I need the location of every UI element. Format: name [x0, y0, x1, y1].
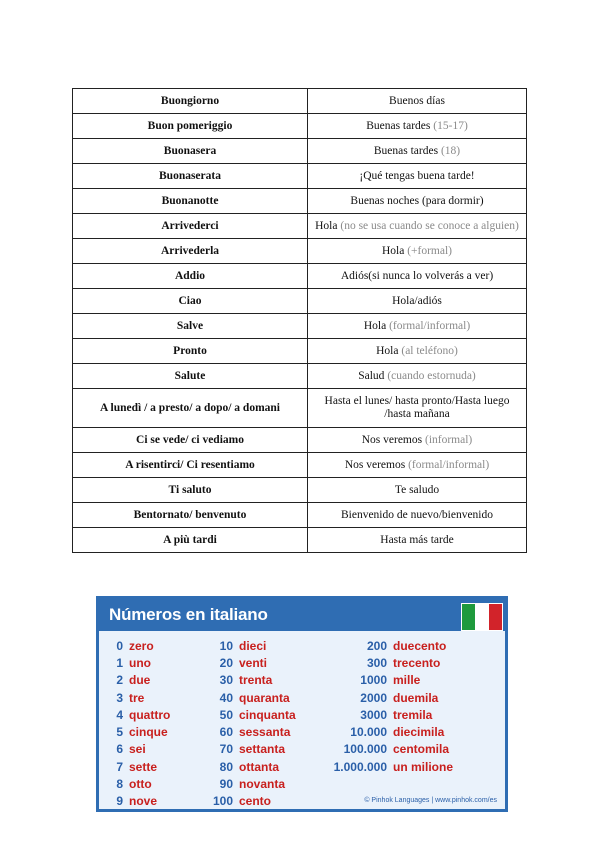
- credit-line: © Pinhok Languages | www.pinhok.com/es: [364, 797, 497, 804]
- spanish-translation: [308, 364, 527, 389]
- number-row: [109, 637, 170, 654]
- number-word: nove: [129, 794, 158, 809]
- translation-note: (no se usa cuando se conoce a alguien): [340, 219, 519, 232]
- greeting-row: [73, 289, 527, 314]
- number-digits: 2000: [360, 690, 387, 705]
- italian-greeting: A lunedì / a presto/ a dopo/ a domani: [73, 389, 308, 428]
- greeting-row: [73, 164, 527, 189]
- number-row: [109, 654, 170, 671]
- italian-greeting: Bentornato/ benvenuto: [73, 503, 308, 528]
- translation-note: (15-17): [433, 119, 468, 132]
- greeting-row: [73, 239, 527, 264]
- translation-text: Hasta más tarde: [380, 533, 454, 546]
- translation-text: Hola: [381, 244, 405, 257]
- translation-note: (al teléfono): [401, 344, 458, 357]
- translation-text: ¡Qué tengas buena tarde!: [359, 169, 475, 182]
- number-digits: 300: [366, 655, 387, 670]
- translation-text: Hasta el lunes/ hasta pronto/Hasta luego /hasta mañana: [324, 395, 510, 420]
- italian-greeting: Addio: [73, 264, 308, 289]
- number-word: quattro: [129, 707, 171, 722]
- number-row: [197, 672, 296, 689]
- number-row: [197, 741, 296, 758]
- number-word: novanta: [239, 777, 286, 792]
- number-word: dieci: [239, 638, 267, 653]
- number-digits: 9: [116, 794, 123, 809]
- number-digits: 0: [116, 638, 123, 653]
- numbers-column-3: [307, 637, 453, 775]
- translation-text: Adiós(si nunca lo volverás a ver): [340, 269, 494, 282]
- spanish-translation: [308, 478, 527, 503]
- translation-text: Buenas tardes: [366, 119, 431, 132]
- number-row: [197, 758, 296, 775]
- greeting-row: [73, 528, 527, 553]
- number-digits: 5: [116, 725, 123, 740]
- greeting-row: [73, 114, 527, 139]
- numbers-card-header: [99, 599, 505, 631]
- italian-greeting: Buongiorno: [73, 89, 308, 114]
- number-row: [307, 672, 453, 689]
- number-row: [307, 706, 453, 723]
- translation-note: (informal): [424, 433, 473, 446]
- number-row: [197, 654, 296, 671]
- number-word: duemila: [393, 690, 439, 705]
- number-row: [197, 775, 296, 792]
- number-word: sette: [129, 759, 158, 774]
- greeting-row: [73, 478, 527, 503]
- number-word: trenta: [239, 673, 273, 688]
- greeting-row: [73, 214, 527, 239]
- spanish-translation: [308, 189, 527, 214]
- greeting-row: [73, 453, 527, 478]
- number-digits: 50: [219, 707, 233, 722]
- number-word: duecento: [393, 638, 447, 653]
- number-digits: 1.000.000: [333, 759, 387, 774]
- number-digits: 100.000: [343, 742, 387, 757]
- number-row: [109, 689, 170, 706]
- italian-greeting: A più tardi: [73, 528, 308, 553]
- number-word: venti: [239, 655, 268, 670]
- number-digits: 6: [116, 742, 123, 757]
- spanish-translation: [308, 239, 527, 264]
- translation-text: Hola/adiós: [392, 294, 442, 307]
- number-digits: 3: [116, 690, 123, 705]
- flag-white-stripe: [475, 604, 488, 630]
- spanish-translation: [308, 503, 527, 528]
- greeting-row: [73, 189, 527, 214]
- number-row: [307, 741, 453, 758]
- number-row: [307, 758, 453, 775]
- translation-text: Buenos días: [389, 94, 445, 107]
- translation-note: (cuando estornuda): [387, 369, 476, 382]
- number-row: [307, 723, 453, 740]
- number-word: uno: [129, 655, 151, 670]
- italian-greeting: Salve: [73, 314, 308, 339]
- number-row: [307, 637, 453, 654]
- italian-greeting: Arrivederci: [73, 214, 308, 239]
- spanish-translation: [308, 89, 527, 114]
- spanish-translation: [308, 314, 527, 339]
- flag-green-stripe: [462, 604, 475, 630]
- translation-text: Hola: [363, 319, 387, 332]
- translation-text: Bienvenido de nuevo/bienvenido: [340, 508, 494, 521]
- number-row: [109, 672, 170, 689]
- greetings-table-body: [73, 89, 527, 553]
- number-digits: 100: [212, 794, 233, 809]
- italian-greeting: Buonasera: [73, 139, 308, 164]
- number-digits: 90: [219, 777, 233, 792]
- number-word: otto: [129, 777, 152, 792]
- number-digits: 30: [219, 673, 233, 688]
- translation-text: Hola: [315, 219, 338, 232]
- number-digits: 4: [116, 707, 123, 722]
- italian-greeting: Ci se vede/ ci vediamo: [73, 428, 308, 453]
- translation-text: Hola: [376, 344, 399, 357]
- translation-note: (formal/informal): [389, 319, 471, 332]
- number-word: ottanta: [239, 759, 279, 774]
- number-word: cento: [239, 794, 272, 809]
- translation-text: Nos veremos: [361, 433, 423, 446]
- italian-flag-icon: [461, 603, 503, 631]
- number-word: sessanta: [239, 725, 291, 740]
- number-word: quaranta: [239, 690, 290, 705]
- number-word: trecento: [393, 655, 441, 670]
- number-row: [197, 689, 296, 706]
- italian-greeting: Ciao: [73, 289, 308, 314]
- numbers-column-1: [109, 637, 170, 810]
- numbers-card: [96, 596, 508, 812]
- greeting-row: [73, 89, 527, 114]
- number-digits: 7: [116, 759, 123, 774]
- number-row: [197, 793, 296, 810]
- number-word: un milione: [393, 759, 453, 774]
- greeting-row: [73, 314, 527, 339]
- italian-greeting: Buon pomeriggio: [73, 114, 308, 139]
- greeting-row: [73, 389, 527, 428]
- italian-greeting: Ti saluto: [73, 478, 308, 503]
- italian-greeting: Buonaserata: [73, 164, 308, 189]
- spanish-translation: [308, 339, 527, 364]
- spanish-translation: [308, 264, 527, 289]
- greeting-row: [73, 428, 527, 453]
- number-digits: 10: [219, 638, 233, 653]
- greeting-row: [73, 503, 527, 528]
- number-word: cinquanta: [239, 707, 296, 722]
- number-digits: 8: [116, 777, 123, 792]
- number-word: cinque: [129, 725, 168, 740]
- translation-text: Nos veremos: [344, 458, 406, 471]
- number-digits: 80: [219, 759, 233, 774]
- number-word: mille: [393, 673, 421, 688]
- number-digits: 40: [219, 690, 233, 705]
- translation-text: Buenas noches (para dormir): [350, 194, 484, 207]
- number-row: [197, 723, 296, 740]
- spanish-translation: [308, 164, 527, 189]
- number-digits: 60: [219, 725, 233, 740]
- number-digits: 20: [219, 655, 233, 670]
- number-word: sei: [129, 742, 146, 757]
- number-word: zero: [129, 638, 154, 653]
- greeting-row: [73, 364, 527, 389]
- number-row: [307, 689, 453, 706]
- italian-greeting: Arrivederla: [73, 239, 308, 264]
- spanish-translation: [308, 289, 527, 314]
- numbers-column-2: [197, 637, 296, 810]
- number-digits: 10.000: [350, 725, 387, 740]
- spanish-translation: [308, 428, 527, 453]
- spanish-translation: [308, 214, 527, 239]
- italian-greeting: Salute: [73, 364, 308, 389]
- spanish-translation: [308, 528, 527, 553]
- spanish-translation: [308, 114, 527, 139]
- number-row: [109, 775, 170, 792]
- number-row: [109, 706, 170, 723]
- translation-note: (18): [440, 144, 461, 157]
- number-digits: 1: [116, 655, 123, 670]
- number-digits: 1000: [360, 673, 387, 688]
- number-word: settanta: [239, 742, 286, 757]
- greetings-table: [72, 88, 527, 553]
- translation-text: Te saludo: [394, 483, 440, 496]
- number-digits: 2: [116, 673, 123, 688]
- greeting-row: [73, 339, 527, 364]
- number-word: diecimila: [393, 725, 445, 740]
- number-row: [109, 793, 170, 810]
- translation-text: Buenas tardes: [373, 144, 439, 157]
- number-row: [109, 758, 170, 775]
- number-digits: 200: [366, 638, 387, 653]
- number-word: tre: [129, 690, 145, 705]
- number-digits: 3000: [360, 707, 387, 722]
- italian-greeting: A risentirci/ Ci resentiamo: [73, 453, 308, 478]
- greeting-row: [73, 264, 527, 289]
- number-digits: 70: [219, 742, 233, 757]
- spanish-translation: [308, 139, 527, 164]
- number-word: tremila: [393, 707, 433, 722]
- number-row: [197, 637, 296, 654]
- number-row: [307, 654, 453, 671]
- italian-greeting: Buonanotte: [73, 189, 308, 214]
- greeting-row: [73, 139, 527, 164]
- number-row: [109, 723, 170, 740]
- flag-red-stripe: [489, 604, 502, 630]
- italian-greeting: Pronto: [73, 339, 308, 364]
- numbers-title: Números en italiano: [109, 605, 268, 624]
- number-row: [109, 741, 170, 758]
- spanish-translation: [308, 453, 527, 478]
- translation-note: (formal/informal): [408, 458, 490, 471]
- number-word: centomila: [393, 742, 450, 757]
- spanish-translation: [308, 389, 527, 428]
- translation-text: Salud: [358, 369, 385, 382]
- number-word: due: [129, 673, 151, 688]
- number-row: [197, 706, 296, 723]
- translation-note: (+formal): [407, 244, 453, 257]
